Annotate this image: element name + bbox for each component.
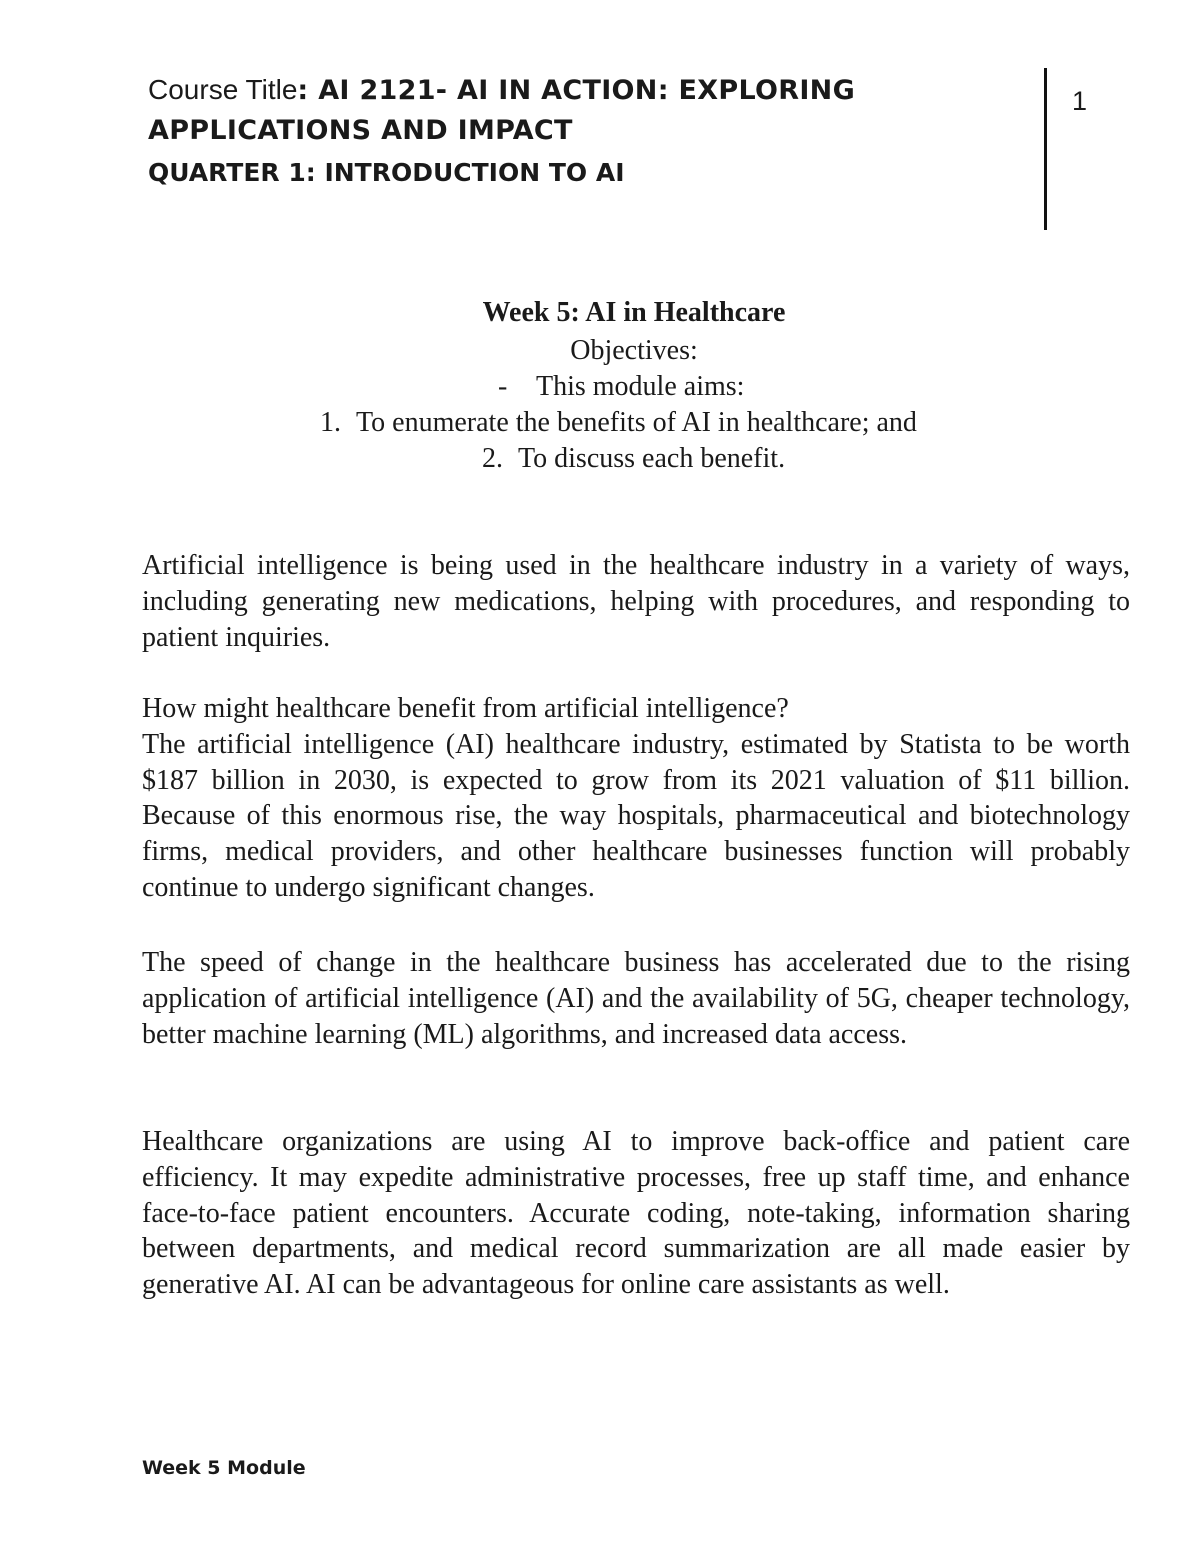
body-paragraph-organizations (142, 1124, 1130, 1303)
course-title-continuation: APPLICATIONS AND IMPACT (148, 115, 573, 146)
objective-number: 1. (320, 407, 341, 438)
lesson-title: Week 5: AI in Healthcare (482, 297, 786, 328)
paragraph-text: The speed of change in the healthcare business has accelerated due to the rising application of artificial intelligence (AI) and the availability of 5G, cheaper technology, better machine learning (ML) algorithms, and increased data access. (142, 947, 1130, 1050)
body-paragraph-market (142, 691, 1130, 906)
paragraph-text: Artificial intelligence is being used in the healthcare industry in a variety of ways, including generating new medications, helping with procedures, and responding to patient inquiries. (142, 550, 1130, 653)
objective-number: 2. (482, 443, 503, 474)
objective-text: To enumerate the benefits of AI in healthcare; and (356, 407, 917, 438)
page-footer: Week 5 Module (142, 1457, 306, 1479)
body-paragraph-intro (142, 548, 1130, 655)
quarter-heading: QUARTER 1: INTRODUCTION TO AI (148, 158, 625, 187)
course-title-label: Course Title (148, 74, 298, 105)
aims-text: This module aims: (536, 371, 745, 402)
objective-text: To discuss each benefit. (518, 443, 786, 474)
objective-item (320, 405, 917, 441)
paragraph-text: The artificial intelligence (AI) healthcare industry, estimated by Statista to be worth $187 billion in 2030, is expected to grow from its 2021 valuation of $11 billion. Because of this enormous rise, the way hospitals, pharmaceutical and biotechnology firms, medical providers, and other healthcare businesses function will probably continue to undergo significant changes. (142, 728, 1130, 903)
header-vertical-rule (1044, 68, 1047, 230)
course-title-line (148, 70, 1008, 111)
paragraph-text: Healthcare organizations are using AI to improve back-office and patient care efficiency. It may expedite administrative processes, free up staff time, and enhance face-to-face patient encounters. Accurate coding, note-taking, information sharing between departments, and medical record summarization are all made easier by generative AI. AI can be advantageous for online care assistants as well. (142, 1126, 1130, 1301)
aims-bullet: - (498, 371, 508, 402)
page-header (148, 70, 1008, 195)
body-paragraph-change (142, 945, 1130, 1052)
question-text: How might healthcare benefit from artificial intelligence? (142, 693, 789, 724)
course-title-value: : AI 2121- AI IN ACTION: EXPLORING (297, 75, 856, 106)
objective-item (482, 441, 785, 477)
page-number: 1 (1072, 86, 1088, 116)
aims-line (498, 369, 744, 405)
objectives-label: Objectives: (570, 335, 698, 366)
